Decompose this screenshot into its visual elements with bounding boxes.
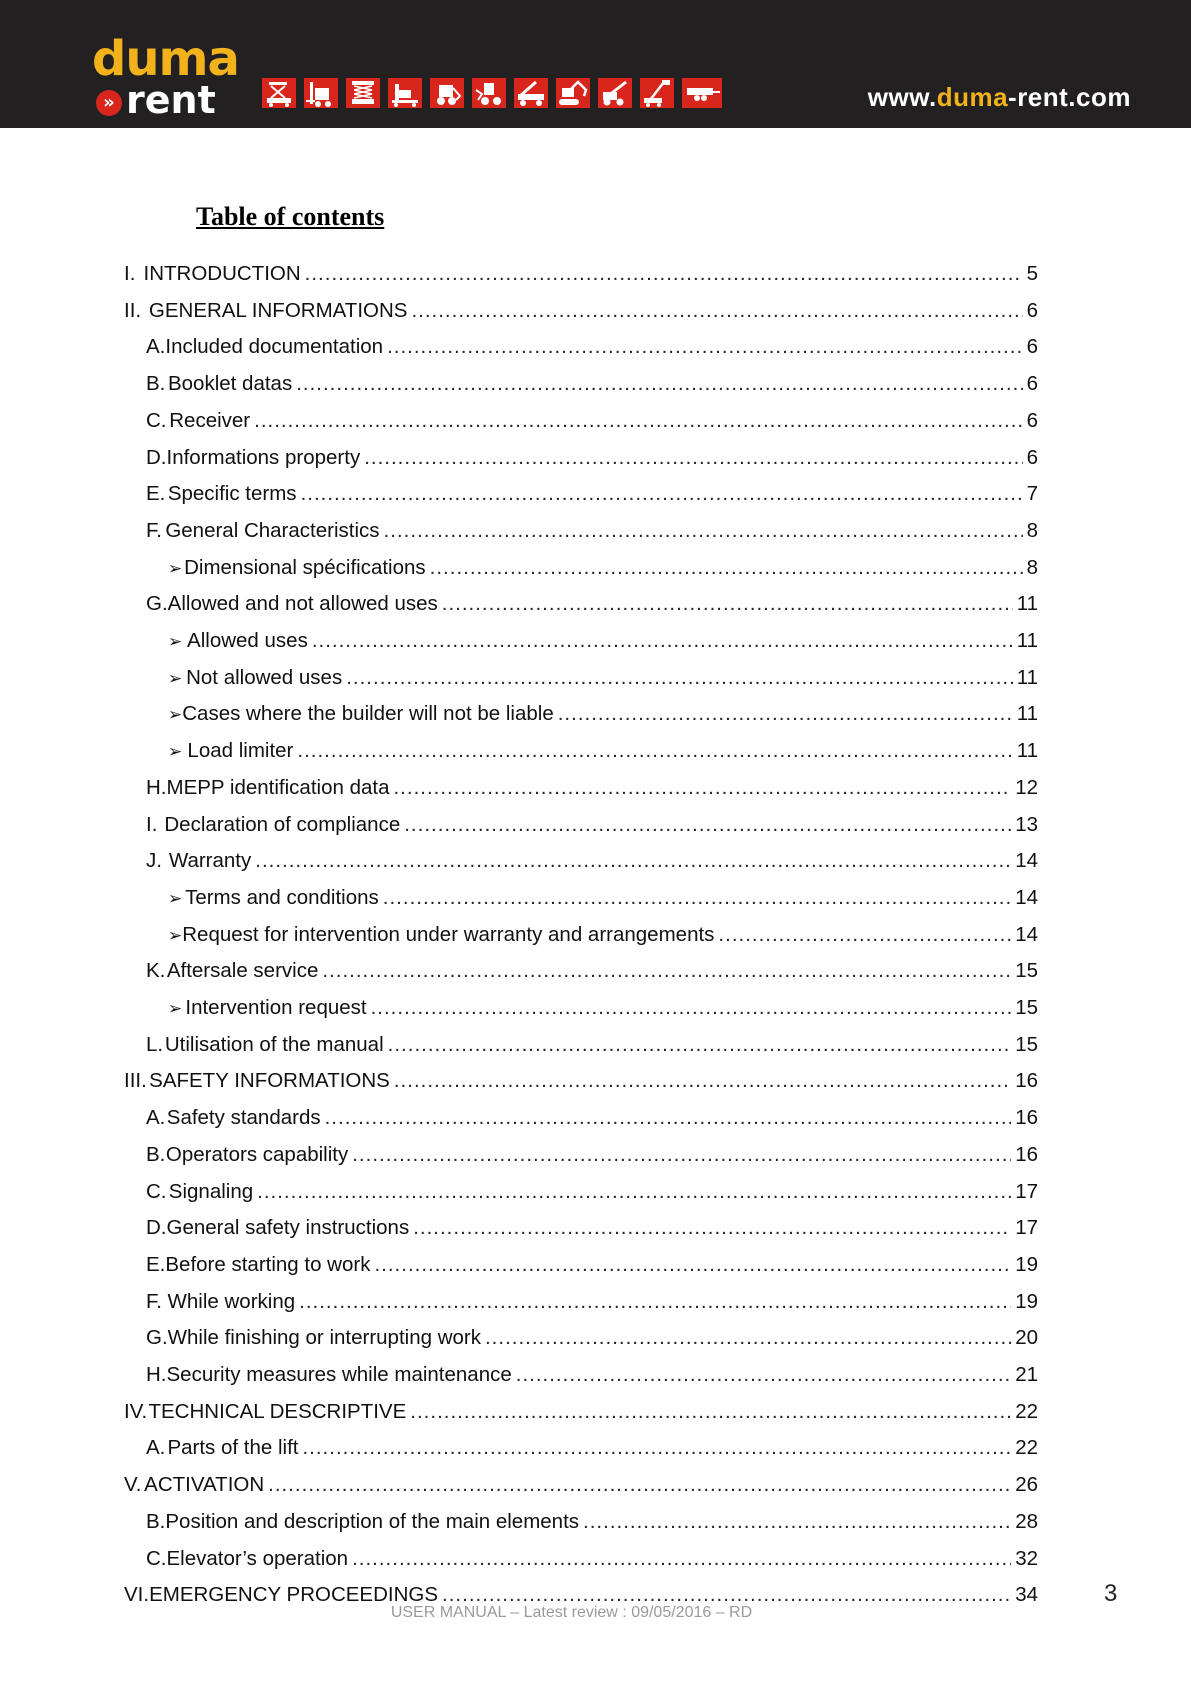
toc-entry-title: Position and description of the main elements [165, 1509, 580, 1533]
toc-leader-dots [384, 519, 1023, 543]
page-header [0, 0, 1191, 128]
toc-entry-page: 15 [1015, 959, 1038, 983]
toc-entry[interactable] [146, 959, 1038, 983]
toc-entry-title: Safety standards [166, 1106, 321, 1130]
toc-entry[interactable] [146, 1547, 1038, 1571]
toc-entry-title: While finishing or interrupting work [167, 1326, 481, 1350]
toc-entry-title: Parts of the lift [167, 1436, 299, 1460]
toc-entry-title: Not allowed uses [186, 665, 343, 689]
toc-leader-dots [394, 1069, 1011, 1093]
toc-leader-dots [404, 813, 1011, 837]
toc-entry-label: H. [146, 775, 167, 799]
arrow-bullet-icon: ➢ [168, 668, 183, 688]
toc-entry-label: A. [146, 335, 166, 359]
website-brand: duma [936, 82, 1009, 112]
toc-leader-dots [442, 592, 1013, 616]
page-number: 3 [1104, 1580, 1118, 1607]
arrow-bullet-icon: ➢ [168, 742, 183, 762]
toc-leader-dots [352, 1143, 1011, 1167]
toc-entry[interactable] [168, 629, 1038, 653]
toc-entry[interactable] [146, 592, 1038, 616]
toc-entry[interactable] [168, 666, 1038, 690]
toc-entry-page: 26 [1015, 1473, 1038, 1497]
toc-entry[interactable] [124, 1400, 1038, 1424]
toc-entry-page: 22 [1015, 1399, 1038, 1423]
toc-entry-title: Included documentation [165, 335, 384, 359]
toc-entry-title: Terms and conditions [185, 885, 379, 909]
toc-entry-title: SAFETY INFORMATIONS [149, 1069, 390, 1093]
toc-entry-page: 14 [1015, 922, 1038, 946]
toc-entry-page: 28 [1015, 1509, 1038, 1533]
toc-entry-label: E. [146, 1252, 166, 1276]
toc-entry[interactable] [146, 1033, 1038, 1057]
toc-entry[interactable] [146, 1216, 1038, 1240]
toc-leader-dots [583, 1510, 1011, 1534]
toc-leader-dots [255, 849, 1011, 873]
toc-entry-title: Elevator’s operation [166, 1546, 349, 1570]
toc-entry-page: 6 [1026, 298, 1038, 322]
toc-leader-dots [718, 923, 1011, 947]
duma-rent-logo[interactable] [92, 31, 239, 122]
toc-title: Table of contents [196, 202, 385, 231]
toc-entry-label: H. [146, 1363, 167, 1386]
toc-entry[interactable] [168, 739, 1038, 763]
toc-entry-label: D. [146, 445, 167, 469]
toc-entry-title: Signaling [168, 1179, 254, 1203]
toc-entry-title: Aftersale service [166, 959, 319, 983]
toc-entry-label: F. [146, 1289, 162, 1313]
toc-entry-page: 14 [1015, 849, 1038, 873]
toc-entry[interactable] [146, 409, 1038, 433]
toc-entry[interactable] [146, 1363, 1038, 1387]
toc-entry-title: Booklet datas [167, 372, 293, 396]
excavator-icon [556, 78, 590, 108]
toc-entry-page: 16 [1015, 1106, 1038, 1130]
toc-entry-label: G. [146, 592, 168, 616]
footer-text: USER MANUAL – Latest review : 09/05/2016 – RD [390, 1604, 753, 1621]
toc-entry-title: Load limiter [187, 739, 294, 763]
toc-entry-title: MEPP identification data [166, 775, 390, 799]
toc-entry-page: 12 [1015, 775, 1038, 799]
toc-leader-dots [388, 1033, 1012, 1057]
toc-entry-label: G. [146, 1326, 168, 1350]
toc-entry-title: ACTIVATION [144, 1473, 265, 1497]
toc-entry-label: K. [146, 959, 166, 983]
toc-leader-dots [268, 1473, 1011, 1497]
toc-entry-label: C. [146, 1546, 167, 1570]
toc-entry[interactable] [146, 1253, 1038, 1277]
toc-entry-title: Cases where the builder will not be liable [182, 702, 554, 726]
toc-entry-page: 11 [1016, 592, 1038, 616]
toc-leader-dots [387, 335, 1023, 359]
toc-leader-dots [558, 702, 1013, 726]
toc-entry-page: 6 [1026, 408, 1038, 432]
toc-entry-page: 17 [1015, 1216, 1038, 1240]
toc-entry-page: 7 [1026, 482, 1038, 506]
toc-leader-dots [410, 1400, 1011, 1424]
toc-entry-page: 20 [1015, 1326, 1038, 1350]
toc-entry-page: 8 [1026, 555, 1038, 579]
toc-leader-dots [430, 556, 1023, 580]
toc-entry[interactable] [146, 446, 1038, 470]
toc-entry[interactable] [146, 849, 1038, 873]
arrow-bullet-icon: ➢ [168, 888, 183, 908]
toc-entry-page: 6 [1026, 445, 1038, 469]
toc-entry-title: Warranty [168, 849, 252, 873]
toc-leader-dots [411, 299, 1022, 323]
scissor-lift-icon [262, 78, 296, 108]
toc-entry-label: L. [146, 1032, 164, 1056]
toc-entry[interactable] [146, 1436, 1038, 1460]
toc-entry-page: 22 [1015, 1436, 1038, 1460]
toc-entry[interactable] [146, 813, 1038, 837]
boom-lift-icon [640, 78, 674, 108]
toc-entry-title: TECHNICAL DESCRIPTIVE [148, 1399, 407, 1423]
toc-entry-label: E. [146, 482, 166, 506]
toc-entry-title: Utilisation of the manual [164, 1032, 384, 1056]
toc-entry-title: While working [167, 1289, 296, 1313]
toc-entry[interactable] [146, 1510, 1038, 1534]
toc-entry-label: D. [146, 1216, 167, 1240]
equipment-icon-strip [262, 76, 722, 110]
toc-entry-label: V. [124, 1473, 142, 1497]
trailer-icon [682, 78, 722, 108]
toc-entry-page: 15 [1015, 1032, 1038, 1056]
crane-truck-icon [514, 78, 548, 108]
logo-rent-text: rent [126, 78, 216, 122]
double-chevron-icon: » [96, 90, 122, 116]
toc-leader-dots [257, 1180, 1011, 1204]
toc-entry-page: 15 [1015, 996, 1038, 1019]
telehandler-icon [598, 78, 632, 108]
toc-leader-dots [299, 1290, 1011, 1314]
toc-entry-page: 19 [1015, 1289, 1038, 1313]
toc-leader-dots [374, 1253, 1011, 1277]
toc-entry[interactable] [146, 335, 1038, 359]
toc-entry[interactable] [124, 1069, 1038, 1093]
toc-entry-title: Informations property [166, 445, 361, 469]
toc-leader-dots [325, 1106, 1012, 1130]
toc-entry[interactable] [168, 702, 1038, 726]
toc-entry-label: I. [146, 812, 158, 836]
toc-leader-dots [322, 959, 1011, 983]
mini-loader-icon [472, 78, 506, 108]
logo-word-duma: duma [92, 31, 239, 87]
toc-entry[interactable] [124, 1473, 1038, 1497]
toc-entry[interactable] [146, 1290, 1038, 1314]
toc-entry[interactable] [146, 1143, 1038, 1167]
arrow-bullet-icon: ➢ [168, 999, 183, 1018]
toc-leader-dots [296, 372, 1022, 396]
website-prefix: www. [867, 82, 937, 112]
toc-entry-title: General safety instructions [166, 1216, 410, 1240]
arrow-bullet-icon: ➢ [168, 705, 183, 725]
arrow-bullet-icon: ➢ [168, 925, 183, 945]
toc-entry-page: 34 [1015, 1583, 1038, 1607]
toc-entry-title: EMERGENCY PROCEEDINGS [149, 1583, 439, 1607]
toc-entry-label: I. [124, 262, 136, 285]
toc-entry-title: Intervention request [185, 996, 367, 1019]
toc-entry-title: Specific terms [167, 482, 297, 506]
toc-leader-dots [364, 446, 1022, 470]
toc-entry-page: 14 [1015, 885, 1038, 909]
forklift-icon [304, 78, 338, 108]
toc-entry-title: Operators capability [165, 1142, 349, 1166]
toc-entry[interactable] [124, 262, 1038, 286]
toc-entry-page: 19 [1015, 1252, 1038, 1276]
toc-entry-label: B. [146, 1509, 166, 1533]
toc-leader-dots [393, 776, 1011, 800]
toc-entry[interactable] [168, 923, 1038, 947]
toc-entry-label: B. [146, 372, 166, 396]
toc-entry[interactable] [146, 1106, 1038, 1130]
toc-entry-label: C. [146, 408, 167, 432]
footer [0, 1604, 1191, 1622]
toc-entry-page: 6 [1026, 372, 1038, 396]
toc-entry-label: A. [146, 1106, 166, 1130]
toc-entry-title: Allowed uses [187, 629, 308, 652]
toc-entry-title: Dimensional spécifications [184, 555, 426, 579]
toc-leader-dots [413, 1216, 1011, 1240]
toc-entry[interactable] [146, 519, 1038, 543]
toc-leader-dots [312, 629, 1013, 653]
toc-entry-label: J. [146, 849, 162, 873]
toc-entry-page: 11 [1016, 629, 1038, 652]
toc-entry-label: III. [124, 1069, 147, 1093]
scissor-platform-icon [346, 78, 380, 108]
toc-leader-dots [254, 409, 1022, 433]
toc-entry-title: General Characteristics [165, 518, 380, 542]
pallet-truck-icon [388, 78, 422, 108]
toc-entry-title: Request for intervention under warranty and arrangements [182, 922, 715, 946]
toc-entry-title: Security measures while maintenance [166, 1363, 512, 1386]
toc-entry-page: 6 [1026, 335, 1038, 359]
toc-entry-title: Receiver [169, 408, 251, 432]
toc-entry-label: VI. [124, 1583, 150, 1607]
toc-entry-page: 11 [1016, 665, 1038, 689]
toc-leader-dots [305, 262, 1023, 286]
toc-entry-label: II. [124, 298, 142, 322]
arrow-bullet-icon: ➢ [168, 632, 183, 651]
arrow-bullet-icon: ➢ [168, 558, 183, 578]
toc-entry-page: 5 [1026, 262, 1038, 285]
toc-leader-dots [346, 666, 1013, 690]
toc-entry-label: IV. [124, 1399, 148, 1423]
toc-leader-dots [352, 1547, 1011, 1571]
toc-entry-label: B. [146, 1142, 166, 1166]
toc-entry-label: A. [146, 1436, 166, 1460]
toc-entry-label: F. [146, 518, 162, 542]
toc-entry[interactable] [168, 556, 1038, 580]
toc-entry[interactable] [124, 299, 1038, 323]
toc-leader-dots [516, 1363, 1011, 1387]
toc-entry-page: 11 [1016, 702, 1038, 726]
toc-leader-dots [383, 886, 1011, 910]
toc-entry-label: C. [146, 1179, 167, 1203]
toc-leader-dots [301, 482, 1023, 506]
toc-entry[interactable] [146, 1180, 1038, 1204]
toc-entry[interactable] [168, 996, 1038, 1020]
toc-leader-dots [485, 1326, 1011, 1350]
skid-loader-icon [430, 78, 464, 108]
toc-leader-dots [297, 739, 1012, 763]
toc-entry-title: Declaration of compliance [164, 812, 401, 836]
toc-entry-page: 8 [1026, 518, 1038, 542]
toc-leader-dots [302, 1436, 1011, 1460]
toc-entry-page: 21 [1015, 1363, 1038, 1386]
toc-entry-title: GENERAL INFORMATIONS [148, 298, 408, 322]
website-url[interactable] [868, 82, 1131, 113]
logo-word-rent [103, 78, 239, 122]
toc-leader-dots [371, 996, 1012, 1020]
toc-entry-title: Allowed and not allowed uses [167, 592, 438, 616]
toc-entry-page: 11 [1016, 739, 1038, 763]
toc-entry-page: 17 [1015, 1179, 1038, 1203]
toc-entry-title: INTRODUCTION [143, 262, 301, 285]
toc-entry-page: 16 [1015, 1142, 1038, 1166]
toc-entry[interactable] [146, 372, 1038, 396]
toc-entry-page: 13 [1015, 812, 1038, 836]
website-suffix: -rent.com [1008, 82, 1131, 112]
toc-entry[interactable] [168, 886, 1038, 910]
toc-entry-title: Before starting to work [165, 1252, 371, 1276]
toc-entry-page: 16 [1015, 1069, 1038, 1093]
toc-entry[interactable] [146, 482, 1038, 506]
toc-entry-page: 32 [1015, 1546, 1038, 1570]
toc-entry[interactable] [146, 1326, 1038, 1350]
toc-entry[interactable] [146, 776, 1038, 800]
